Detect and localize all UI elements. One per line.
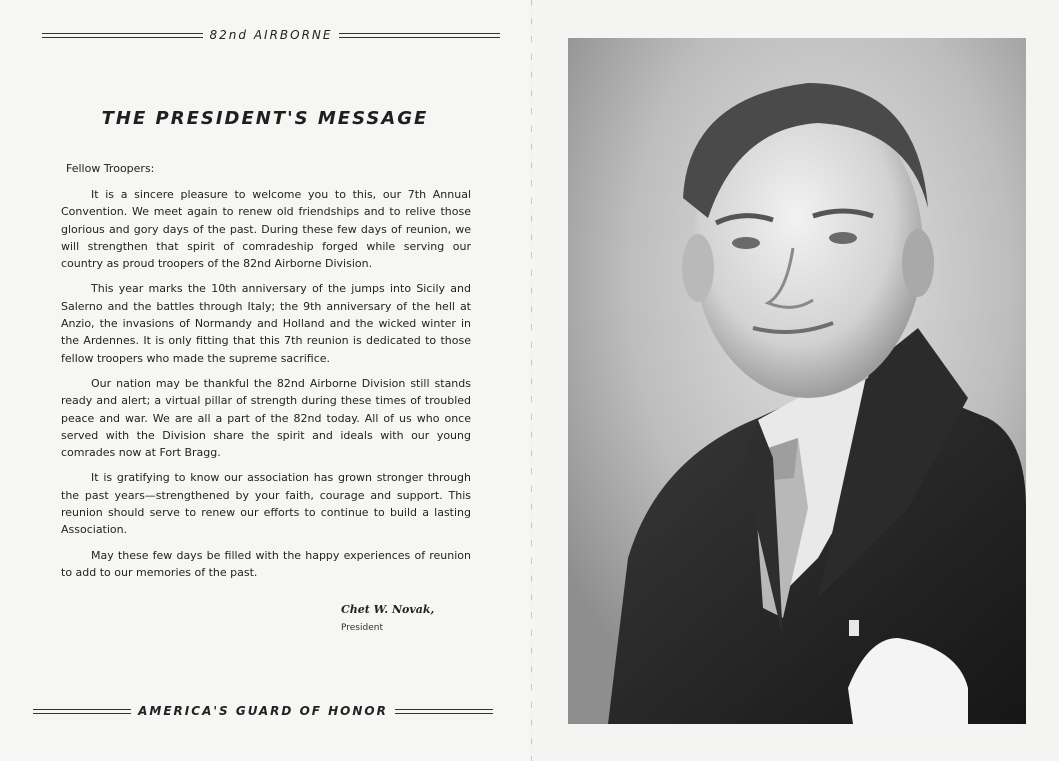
header-double-line-left	[42, 33, 203, 38]
right-ear	[902, 229, 934, 297]
paragraph: It is a sincere pleasure to welcome you to this, our 7th Annual Convention. We meet again to renew old friendships and to relive those glorious and gory days of the past. During these few days of reunion, we will strengthen that spirit of comradeship forged while serving our country as proud troopers of the 82nd Airborne Division.	[61, 188, 471, 271]
header-label: 82nd AIRBORNE	[209, 28, 333, 42]
paragraph: Our nation may be thankful the 82nd Airborne Division still stands ready and alert; a virtual pillar of strength during these times of troubled peace and war. We are all a part of the 82nd today. All of us who once served with the Division share the spirit and ideals with our young comrades now at Fort Bragg.	[61, 376, 471, 460]
page-title: THE PRESIDENT'S MESSAGE	[101, 108, 429, 129]
paragraph: This year marks the 10th anniversary of the jumps into Sicily and Salerno and the battles through Italy; the 9th anniversary of the hell at Anzio, the invasions of Normandy and Holland and the wicked winter in the Ardennes. It is only fitting that this 7th reunion is dedicated to those fellow troopers who made the supreme sacrifice.	[61, 282, 471, 365]
paragraph: It is gratifying to know our association has grown stronger through the past years—strengthened by your faith, courage and support. This reunion should serve to renew our efforts to continue to build a lasting Association.	[61, 471, 471, 537]
salutation: Fellow Troopers:	[66, 162, 155, 175]
portrait-photo	[568, 38, 1026, 724]
footer-label: AMERICA'S GUARD OF HONOR	[138, 704, 388, 718]
lapel-pin	[849, 620, 859, 636]
portrait-illustration	[568, 38, 1026, 724]
footer-double-line-left	[33, 709, 131, 714]
right-eye	[829, 232, 857, 244]
left-eye	[732, 237, 760, 249]
paragraph: May these few days be filled with the happy experiences of reunion to add to our memories of the past.	[61, 548, 471, 579]
signature-role: President	[341, 623, 383, 633]
header-rule	[42, 28, 500, 42]
message-body	[61, 186, 471, 589]
header-double-line-right	[339, 33, 500, 38]
left-ear	[682, 234, 714, 302]
signature-name: Chet W. Novak,	[341, 603, 435, 616]
footer-rule	[33, 704, 493, 718]
footer-double-line-right	[395, 709, 493, 714]
